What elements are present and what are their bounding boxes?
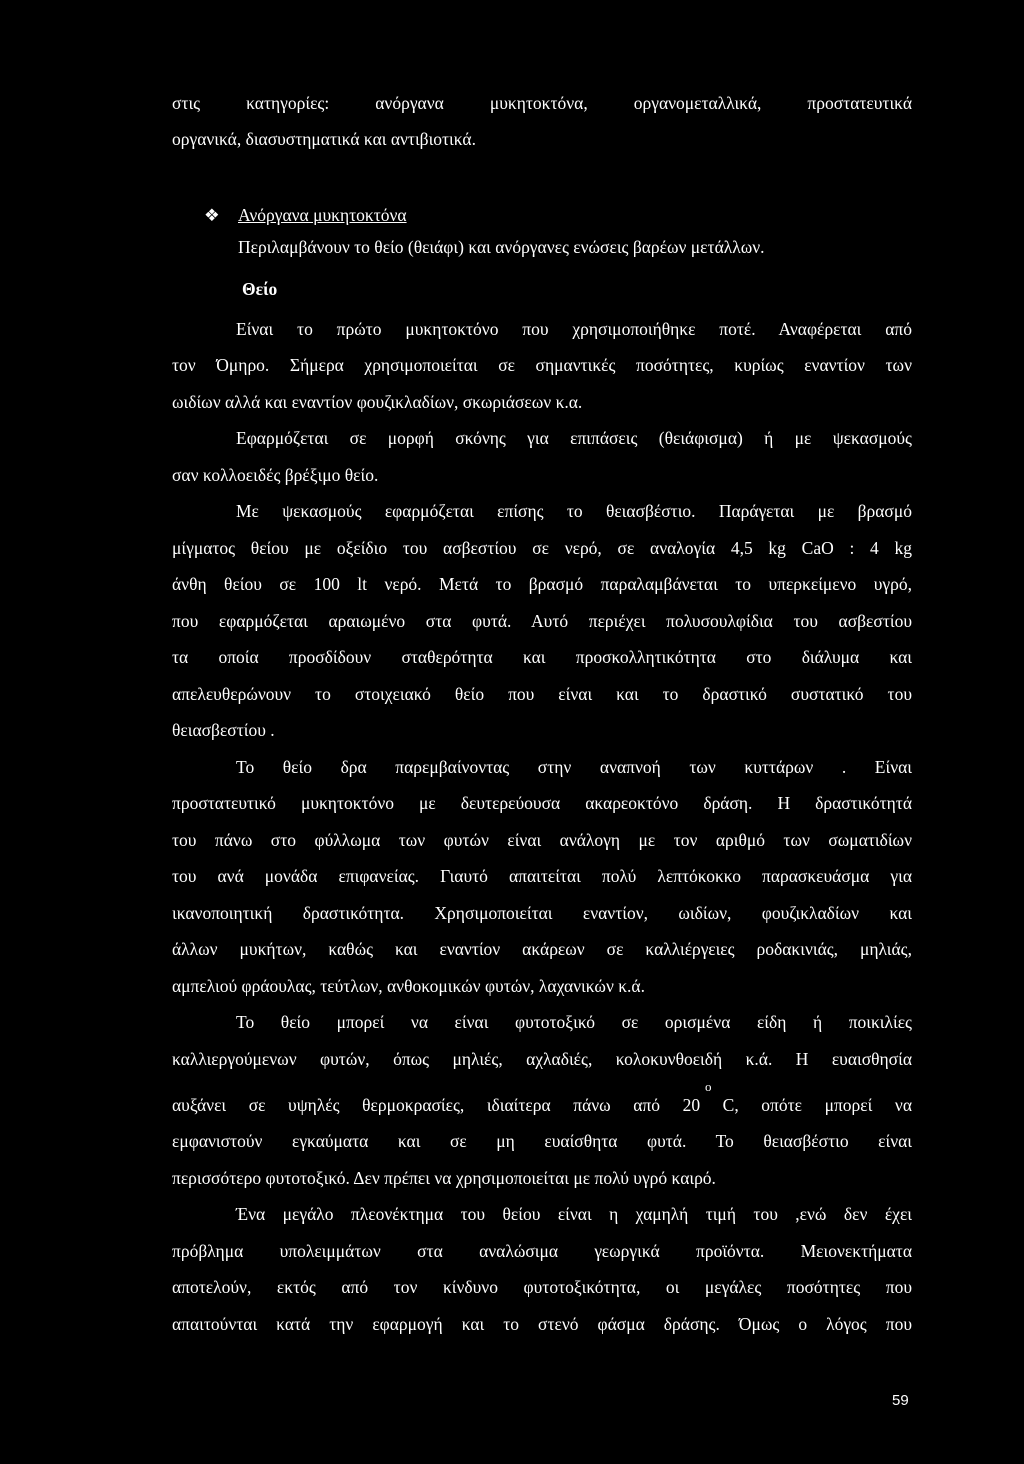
- paragraph-line: Το θείο μπορεί να είναι φυτοτοξικό σε ορισμένα είδη ή ποικιλίες: [236, 1012, 912, 1032]
- page-number: 59: [892, 1392, 909, 1409]
- section-summary: Περιλαμβάνουν το θείο (θειάφι) και ανόργανες ενώσεις βαρέων μετάλλων.: [238, 237, 765, 257]
- diamond-bullet-icon: ❖: [204, 205, 220, 225]
- paragraph-line: άλλων μυκήτων, καθώς και εναντίον ακάρεων σε καλλιέργειες ροδακινιάς, μηλιάς,: [172, 939, 912, 959]
- degree-mark: o: [705, 1079, 712, 1094]
- paragraph-line: απελευθερώνουν το στοιχειακό θείο που είναι και το δραστικό συστατικό του: [172, 684, 912, 704]
- paragraph-line: απαιτούνται κατά την εφαρμογή και το στενό φάσμα δράσης. Όμως ο λόγος που: [172, 1314, 912, 1334]
- paragraph-line: εμφανιστούν εγκαύματα και σε μη ευαίσθητα φυτά. Το θειασβέστιο είναι: [172, 1131, 912, 1151]
- paragraph-line: αυξάνει σε υψηλές θερμοκρασίες, ιδιαίτερα πάνω από 20 C, οπότε μπορεί να: [172, 1095, 912, 1115]
- intro-line-1: στις κατηγορίες: ανόργανα μυκητοκτόνα, οργανομεταλλικά, προστατευτικά: [172, 93, 912, 113]
- paragraph-line: μίγματος θείου με οξείδιο του ασβεστίου σε νερό, σε αναλογία 4,5 kg CaO : 4 kg: [172, 538, 912, 558]
- paragraph-line: Εφαρμόζεται σε μορφή σκόνης για επιπάσεις (θειάφισμα) ή με ψεκασμούς: [236, 428, 912, 448]
- paragraph-line: θειασβεστίου .: [172, 720, 275, 740]
- paragraph-line: που εφαρμόζεται αραιωμένο στα φυτά. Αυτό περιέχει πολυσουλφίδια του ασβεστίου: [172, 611, 912, 631]
- paragraph-line: αμπελιού φράουλας, τεύτλων, ανθοκομικών φυτών, λαχανικών κ.ά.: [172, 976, 645, 996]
- paragraph-line: του πάνω στο φύλλωμα των φυτών είναι ανάλογη με τον αριθμό των σωματιδίων: [172, 830, 912, 850]
- paragraph-line: ωιδίων αλλά και εναντίον φουζικλαδίων, σκωριάσεων κ.α.: [172, 392, 583, 412]
- paragraph-line: περισσότερο φυτοτοξικό. Δεν πρέπει να χρησιμοποιείται με πολύ υγρό καιρό.: [172, 1168, 716, 1188]
- paragraph-line: αποτελούν, εκτός από τον κίνδυνο φυτοτοξικότητα, οι μεγάλες ποσότητες που: [172, 1277, 912, 1297]
- paragraph-line: προστατευτικό μυκητοκτόνο με δευτερεύουσα ακαρεοκτόνο δράση. Η δραστικότητά: [172, 793, 912, 813]
- paragraph-line: άνθη θείου σε 100 lt νερό. Μετά το βρασμό παραλαμβάνεται το υπερκείμενο υγρό,: [172, 574, 912, 594]
- paragraph-line: Το θείο δρα παρεμβαίνοντας στην αναπνοή των κυττάρων . Είναι: [236, 757, 912, 777]
- paragraph-line: ικανοποιητική δραστικότητα. Χρησιμοποιείται εναντίον, ωιδίων, φουζικλαδίων και: [172, 903, 912, 923]
- intro-line-2: οργανικά, διασυστηματικά και αντιβιοτικά.: [172, 129, 476, 149]
- section-heading: Ανόργανα μυκητοκτόνα: [238, 205, 407, 225]
- paragraph-line: τα οποία προσδίδουν σταθερότητα και προσκολλητικότητα στο διάλυμα και: [172, 647, 912, 667]
- paragraph-line: σαν κολλοειδές βρέξιμο θείο.: [172, 465, 379, 485]
- paragraph-line: πρόβλημα υπολειμμάτων στα αναλώσιμα γεωργικά προϊόντα. Μειονεκτήματα: [172, 1241, 912, 1261]
- paragraph-line: Με ψεκασμούς εφαρμόζεται επίσης το θειασβέστιο. Παράγεται με βρασμό: [236, 501, 912, 521]
- paragraph-line: τον Όμηρο. Σήμερα χρησιμοποιείται σε σημαντικές ποσότητες, κυρίως εναντίον των: [172, 355, 912, 375]
- paragraph-line: Ένα μεγάλο πλεονέκτημα του θείου είναι η χαμηλή τιμή του ,ενώ δεν έχει: [236, 1204, 912, 1224]
- paragraph-line: του ανά μονάδα επιφανείας. Γιαυτό απαιτείται πολύ λεπτόκοκκο παρασκευάσμα για: [172, 866, 912, 886]
- subheading-sulfur: Θείο: [242, 279, 278, 299]
- paragraph-line: Είναι το πρώτο μυκητοκτόνο που χρησιμοποιήθηκε ποτέ. Αναφέρεται από: [236, 319, 912, 339]
- paragraph-line: καλλιεργούμενων φυτών, όπως μηλιές, αχλαδιές, κολοκυνθοειδή κ.ά. Η ευαισθησία: [172, 1049, 912, 1069]
